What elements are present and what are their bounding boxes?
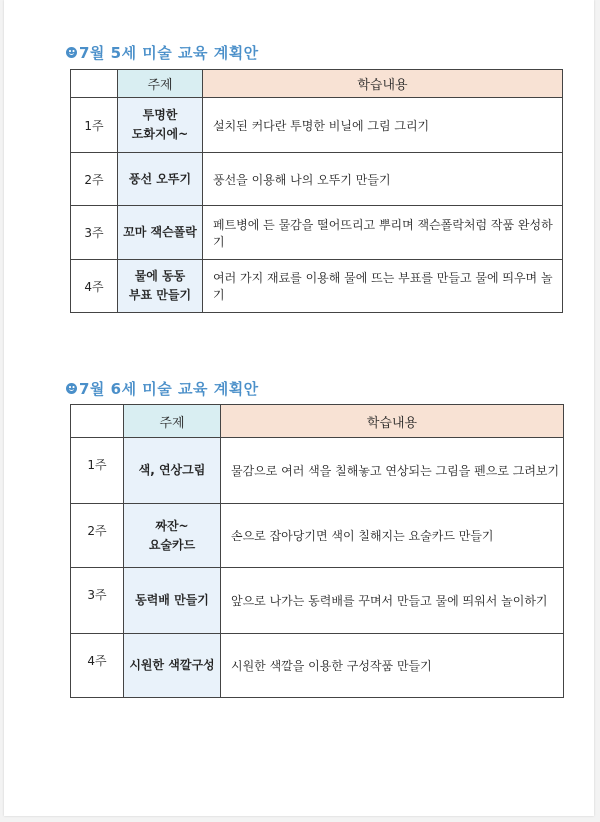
smiley-icon bbox=[66, 383, 77, 394]
table-header-row bbox=[71, 70, 563, 98]
topic-cell: 꼬마 잭슨폴락 bbox=[118, 206, 203, 260]
week-cell: 2주 bbox=[71, 153, 118, 206]
table-row bbox=[71, 438, 564, 504]
week-cell: 4주 bbox=[71, 260, 118, 313]
table-row bbox=[71, 206, 563, 260]
topic-cell: 물에 동동 부표 만들기 bbox=[118, 260, 203, 313]
content-cell: 설치된 커다란 투명한 비닐에 그림 그리기 bbox=[203, 98, 563, 153]
week-cell: 1주 bbox=[71, 438, 124, 504]
topic-cell: 시원한 색깔구성 bbox=[124, 634, 221, 698]
header-content: 학습내용 bbox=[221, 405, 564, 438]
week-cell: 3주 bbox=[71, 568, 124, 634]
smiley-icon bbox=[66, 47, 77, 58]
content-cell: 손으로 잡아당기면 색이 칠해지는 요술카드 만들기 bbox=[221, 504, 564, 568]
content-cell: 여러 가지 재료를 이용해 물에 뜨는 부표를 만들고 물에 띄우며 놀기 bbox=[203, 260, 563, 313]
topic-cell: 풍선 오뚜기 bbox=[118, 153, 203, 206]
table-row bbox=[71, 568, 564, 634]
table-row bbox=[71, 98, 563, 153]
table-row bbox=[71, 634, 564, 698]
week-cell: 4주 bbox=[71, 634, 124, 698]
header-week bbox=[71, 405, 124, 438]
topic-cell: 동력배 만들기 bbox=[124, 568, 221, 634]
topic-cell: 투명한 도화지에~ bbox=[118, 98, 203, 153]
header-week bbox=[71, 70, 118, 98]
content-cell: 페트병에 든 물감을 떨어뜨리고 뿌리며 잭슨폴락처럼 작품 완성하기 bbox=[203, 206, 563, 260]
plan-table-6yo bbox=[70, 404, 564, 698]
table-row bbox=[71, 153, 563, 206]
content-cell: 풍선을 이용해 나의 오뚜기 만들기 bbox=[203, 153, 563, 206]
header-topic: 주제 bbox=[118, 70, 203, 98]
plan-title-5yo: 7월 5세 미술 교육 계획안 bbox=[66, 42, 259, 63]
header-content: 학습내용 bbox=[203, 70, 563, 98]
content-cell: 시원한 색깔을 이용한 구성작품 만들기 bbox=[221, 634, 564, 698]
content-cell: 앞으로 나가는 동력배를 꾸며서 만들고 물에 띄워서 놀이하기 bbox=[221, 568, 564, 634]
header-topic: 주제 bbox=[124, 405, 221, 438]
plan-table-5yo bbox=[70, 69, 563, 313]
topic-cell: 색, 연상그림 bbox=[124, 438, 221, 504]
table-row bbox=[71, 504, 564, 568]
table-header-row bbox=[71, 405, 564, 438]
week-cell: 3주 bbox=[71, 206, 118, 260]
week-cell: 2주 bbox=[71, 504, 124, 568]
document-page bbox=[4, 0, 594, 816]
topic-cell: 짜잔~ 요술카드 bbox=[124, 504, 221, 568]
plan-title-6yo: 7월 6세 미술 교육 계획안 bbox=[66, 378, 259, 399]
table-row bbox=[71, 260, 563, 313]
week-cell: 1주 bbox=[71, 98, 118, 153]
content-cell: 물감으로 여러 색을 칠해놓고 연상되는 그림을 펜으로 그려보기 bbox=[221, 438, 564, 504]
